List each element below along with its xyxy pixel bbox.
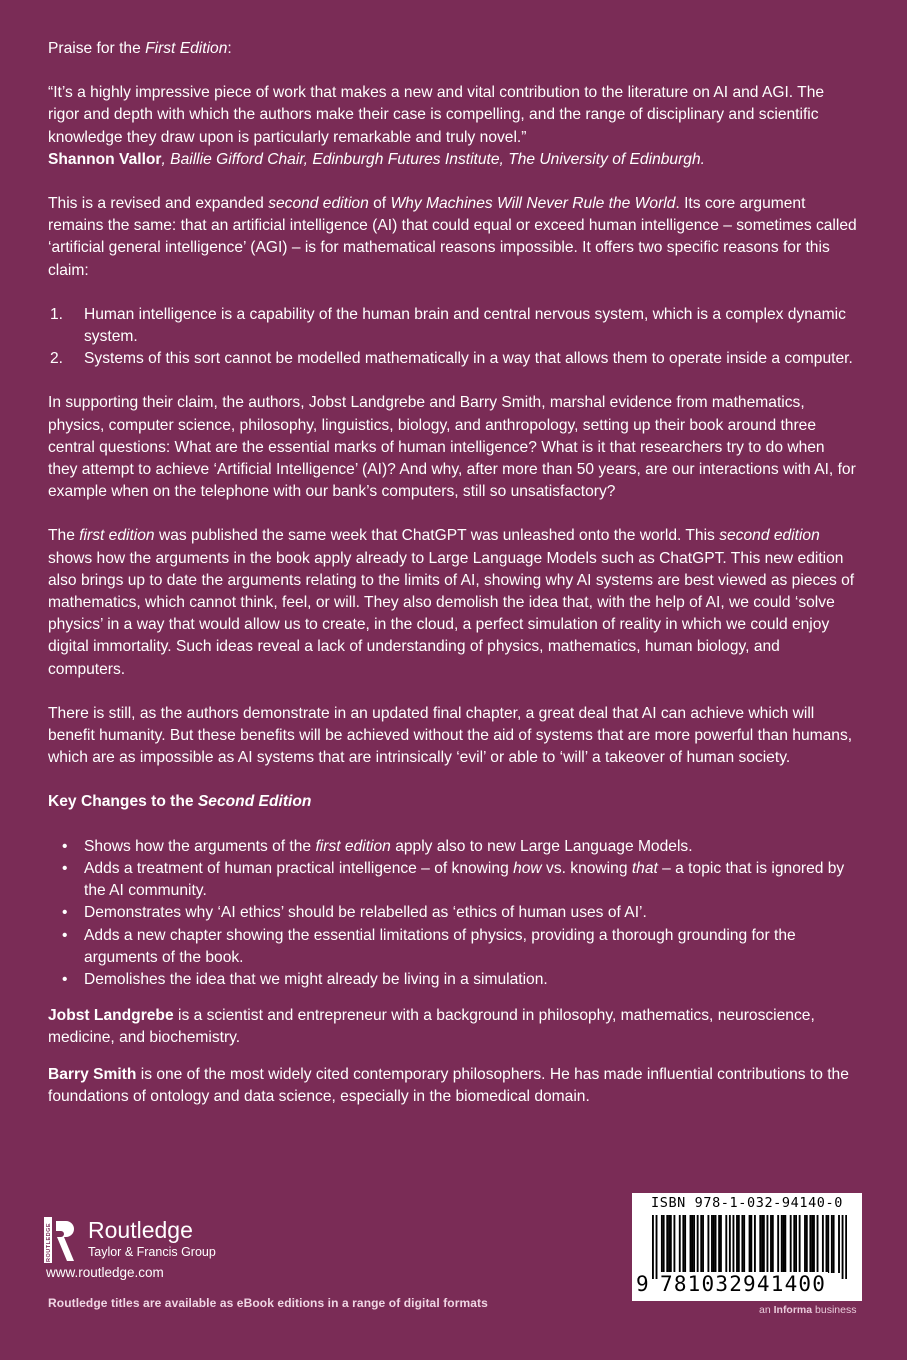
barcode-bar: [713, 1215, 715, 1273]
list-item: 1. Human intelligence is a capability of the human brain and central nervous system, which is a complex dynamic system.: [50, 305, 846, 346]
barcode-bar: [799, 1215, 801, 1273]
support-paragraph: In supporting their claim, the authors, Jobst Landgrebe and Barry Smith, marshal evidence from mathematics, physics, computer science, philosophy, linguistics, biology, and anthropology, setting up their book around three central questions: What are the essential marks of human intelligence? What is it that researchers try to do when they attempt to achieve ‘Artificial Intelligence’ (AI)? And why, after more than 50 years, are our interactions with AI, for example when on the telephone with our bank’s computers, still so unsatisfactory?: [48, 394, 856, 501]
barcode-bar: [783, 1215, 785, 1273]
barcode-bar: [741, 1215, 743, 1273]
publisher-website[interactable]: www.routledge.com: [46, 1265, 164, 1280]
barcode-bar: [763, 1215, 765, 1273]
key-changes-heading: Key Changes to the Second Edition: [48, 793, 312, 811]
barcode-bar: [811, 1215, 813, 1273]
barcode-bar: [668, 1215, 670, 1273]
barcode-bar: [718, 1215, 720, 1273]
bio-landgrebe: Jobst Landgrebe is a scientist and entrepreneur with a background in philosophy, mathematics, neuroscience, medicine, and biochemistry.: [48, 1007, 815, 1047]
barcode-bar: [733, 1215, 735, 1273]
barcode-bar: [761, 1215, 763, 1273]
barcode-bar: [795, 1215, 797, 1273]
barcode-bar: [750, 1215, 752, 1279]
barcode-bar: [661, 1215, 663, 1273]
barcode-bar: [777, 1215, 779, 1273]
barcode-bar: [754, 1215, 756, 1273]
list-item: • Adds a treatment of human practical intelligence – of knowing how vs. knowing that – a topic that is ignored by the AI community.: [62, 859, 845, 900]
barcode-bar: [759, 1215, 761, 1273]
barcode-bar: [715, 1215, 717, 1273]
barcode-bar: [793, 1215, 795, 1273]
praise-author: Shannon Vallor: [48, 150, 162, 168]
bullet-icon: •: [62, 926, 68, 944]
barcode-bar: [845, 1215, 847, 1279]
bullet-icon: •: [62, 859, 68, 877]
barcode-bar: [725, 1215, 727, 1273]
barcode-bar: [702, 1215, 704, 1273]
barcode-bar: [682, 1215, 684, 1273]
barcode-bar: [652, 1215, 654, 1279]
barcode-bar: [729, 1215, 731, 1273]
publisher-block: [44, 1215, 344, 1285]
isbn-text: ISBN 978-1-032-94140-0: [650, 1195, 843, 1211]
barcode-bar: [720, 1215, 722, 1273]
ebook-note: Routledge titles are available as eBook editions in a range of digital formats: [48, 1296, 488, 1310]
barcode-bar: [826, 1215, 828, 1273]
barcode-bar: [822, 1215, 824, 1273]
barcode-bar: [827, 1215, 829, 1273]
bullet-icon: •: [62, 970, 68, 988]
barcode-bar: [690, 1215, 692, 1273]
svg-text:ROUTLEDGE: ROUTLEDGE: [46, 1222, 52, 1262]
praise-attribution: [48, 149, 858, 171]
editions-paragraph: The first edition was published the same week that ChatGPT was unleashed onto the world. This second edition shows how the arguments in the book apply already to Large Language Models such as ChatGPT. This new edition also brings up to date the arguments relating to the limits of AI, showing why AI systems are best viewed as pieces of mathematics, which cannot think, feel, or will. They also demolish the idea that, with the help of AI, we could ‘solve physics’ in a way that would allow us to create, in the cloud, a perfect simulation of reality in which we could enjoy digital immortality. Such ideas reveal a lack of understanding of physics, mathematics, human biology, and computers.: [48, 527, 855, 678]
barcode-bar: [806, 1215, 808, 1273]
barcode-bar: [656, 1215, 658, 1279]
barcode-bar: [697, 1215, 699, 1273]
barcode-bar: [831, 1215, 833, 1273]
publisher-group: Taylor & Francis Group: [88, 1245, 216, 1259]
barcode-bar: [767, 1215, 769, 1273]
barcode-bar: [693, 1215, 695, 1273]
praise-quote: “It’s a highly impressive piece of work that makes a new and vital contribution to the literature on AI and AGI. The rigor and depth with which the authors make their case is compelling, and the range of disciplinary and scientific knowledge they draw upon is particularly remarkable and truly novel.”: [48, 84, 825, 146]
list-item: 2. Systems of this sort cannot be modelled mathematically in a way that allows them to operate inside a computer.: [50, 350, 853, 368]
barcode-bar: [813, 1215, 815, 1273]
bullet-icon: •: [62, 837, 68, 855]
barcode-bar: [781, 1215, 783, 1273]
list-item: • Demonstrates why ‘AI ethics’ should be relabelled as ‘ethics of human uses of AI’.: [48, 902, 858, 924]
barcode-bar: [666, 1215, 668, 1273]
list-item: • Demolishes the idea that we might already be living in a simulation.: [48, 969, 858, 991]
barcode-bar: [711, 1215, 713, 1273]
barcode-bar: [663, 1215, 665, 1273]
barcode-bar: [833, 1215, 835, 1273]
barcode-bar: [749, 1215, 751, 1279]
praise-affiliation: , Baillie Gifford Chair, Edinburgh Futures Institute, The University of Edinburgh.: [161, 150, 705, 168]
barcode-bar: [670, 1215, 672, 1273]
barcode-bar: [738, 1215, 740, 1273]
informa-note: an Informa business: [759, 1304, 857, 1316]
barcode-bar: [673, 1215, 675, 1273]
barcode-bar: [809, 1215, 811, 1273]
barcode-bar: [691, 1215, 693, 1273]
key-changes-list: [48, 836, 858, 991]
barcode-bar: [784, 1215, 786, 1273]
reasons-list: [48, 304, 858, 371]
barcode-bar: [736, 1215, 738, 1273]
barcode-bar: [772, 1215, 774, 1273]
bullet-icon: •: [62, 904, 68, 922]
intro-paragraph: This is a revised and expanded second edition of Why Machines Will Never Rule the World. Its core argument remains the same: that an artificial intelligence (AI) that could equal or exceed human intelligence – sometimes called ‘artificial general intelligence’ (AGI) – is for mathematical reasons impossible. It offers two specific reasons for this claim:: [48, 195, 857, 279]
back-cover-text: [48, 38, 858, 1108]
praise-intro: Praise for the First Edition:: [48, 40, 232, 57]
barcode-bar: [838, 1215, 840, 1273]
barcode-bar: [707, 1215, 709, 1273]
list-item: • Shows how the arguments of the first edition apply also to new Large Language Models.: [48, 836, 858, 858]
barcode-bar: [743, 1215, 745, 1273]
barcode-bar: [790, 1215, 792, 1273]
barcode-bar: [679, 1215, 681, 1273]
barcode-bar: [684, 1215, 686, 1273]
barcode-bar: [842, 1215, 844, 1279]
barcode-bars: [652, 1215, 847, 1279]
routledge-logo-icon: [44, 1217, 78, 1267]
bio-smith: Barry Smith is one of the most widely cited contemporary philosophers. He has made influential contributions to the foundations of ontology and data science, especially in the biomedical domain.: [48, 1065, 849, 1105]
barcode-bar: [700, 1215, 702, 1273]
list-item: • Adds a new chapter showing the essential limitations of physics, providing a thorough grounding for the arguments of the book.: [62, 926, 796, 966]
barcode-bar: [804, 1215, 806, 1273]
barcode-bar: [770, 1215, 772, 1273]
benefit-paragraph: There is still, as the authors demonstrate in an updated final chapter, a great deal that AI can achieve which will benefit humanity. But these benefits will be achieved without the aid of systems that are more powerful than humans, which are as impossible as AI systems that are intrinsically ‘evil’ or able to ‘will’ a takeover of human society.: [48, 704, 853, 767]
publisher-name: Routledge: [88, 1217, 193, 1243]
barcode-bar: [817, 1215, 819, 1273]
isbn-barcode: ISBN 978-1-032-94140-0 9 781032941400: [632, 1193, 862, 1301]
